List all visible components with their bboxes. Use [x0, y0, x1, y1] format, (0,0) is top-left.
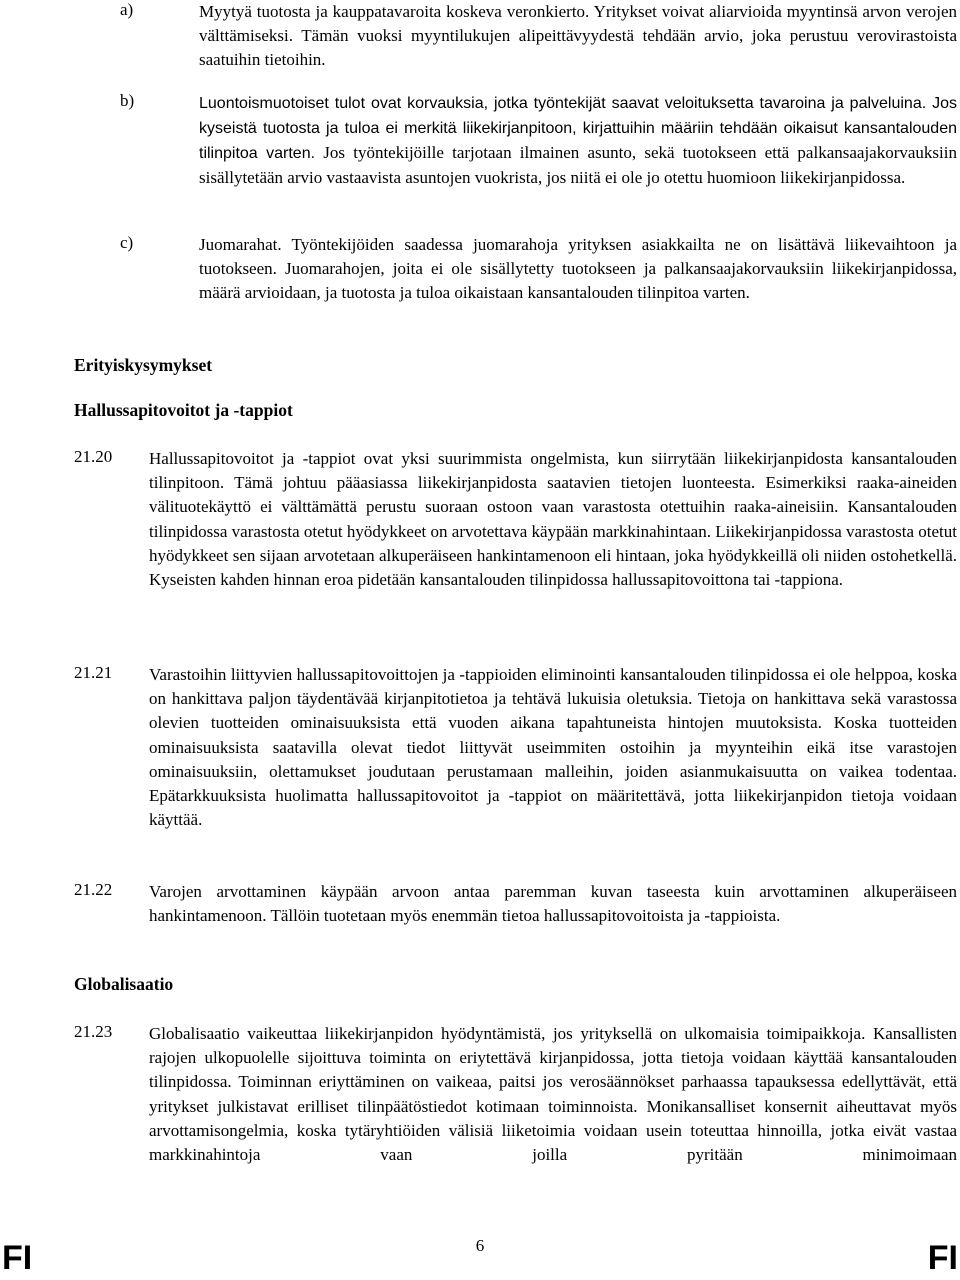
- item-text-b-part-1: Luontoismuotoiset tulot ovat korvauksia, jotka työntekijät saavat veloituksetta tavaroina ja palveluina. Jos kyseistä tuotosta ja tuloa ei merkitä liikekirjanpitoon, kirjattuihin määriin tehdään oikaisut kansantalouden tilinpitoa varten.: [199, 95, 957, 162]
- footer-page-number: 6: [475, 1236, 485, 1255]
- item-letter-c: c): [120, 233, 134, 252]
- paragraph-text-21-23: Globalisaatio vaikeuttaa liikekirjanpidon hyödyntämistä, jos yrityksellä on ulkomaisia toimipaikkoja. Kansallisten rajojen ulkopuolelle sijoittuva toiminta on eriytettävä kirjanpidossa, jotta tietoja voidaan käyttää kansantalouden tilinpidossa. Toiminnan eriyttäminen on vaikeaa, paitsi jos verosäännökset parhaassa tapauksessa edellyttävät, että yritykset julkistavat erilliset tilinpäätöstiedot kotimaan toiminnoista. Monikansalliset konsernit aiheuttavat myös arvottamisongelmia, koska tytäryhtiöiden välisiä liiketoimia voidaan usein toteuttaa hinnoilla, jotka eivät vastaa markkinahintoja vaan joilla pyritään minimoimaan: [149, 1024, 957, 1165]
- paragraph-number-21-23: 21.23: [74, 1022, 113, 1041]
- item-text-c: Juomarahat. Työntekijöiden saadessa juomarahoja yrityksen asiakkailta ne on lisättävä liikevaihtoon ja tuotokseen. Juomarahojen, joita ei ole sisällytetty tuotokseen ja palkansaajakorvauksiin liikekirjanpidossa, määrä arvioidaan, ja tuotosta ja tuloa oikaistaan kansantalouden tilinpitoa varten.: [199, 235, 957, 302]
- paragraph-number-21-20: 21.20: [74, 447, 113, 466]
- paragraph-number-21-22: 21.22: [74, 880, 113, 899]
- footer-language-code-right: FI: [927, 1239, 958, 1277]
- item-text-b-part-2: Jos työntekijöille tarjotaan ilmainen asunto, sekä tuotokseen että palkansaajakorvauksiin sisällytetään arvio vastaavista asuntojen vuokrista, jos niitä ei ole jo otettu huomioon liikekirjanpidossa.: [199, 143, 957, 187]
- item-letter-b: b): [120, 91, 135, 110]
- item-text-b: [199, 91, 957, 190]
- item-letter-a: a): [120, 0, 134, 19]
- paragraph-text-21-21: Varastoihin liittyvien hallussapitovoittojen ja -tappioiden eliminointi kansantalouden tilinpidossa ei ole helppoa, koska on hankittava paljon täydentävää kirjanpitotietoa ja tehtävä lukuisia oletuksia. Tietoja on hankittava sekä varastossa olevien tuotteiden ominaisuuksista että vuoden aikana tapahtuneista hintojen muutoksista. Koska tuotteiden ominaisuuksista saatavilla olevat tiedot liittyvät useimmiten ostoihin ja myynteihin eikä itse varastojen ominaisuuksiin, olettamukset joudutaan perustamaan malleihin, joiden asianmukaisuutta on vaikea todentaa. Epätarkkuuksista huolimatta hallussapitovoitot ja -tappiot on määritettävä, jotta liikekirjanpidon tietoja voidaan käyttää.: [149, 665, 957, 830]
- paragraph-text-21-20: Hallussapitovoitot ja -tappiot ovat yksi suurimmista ongelmista, kun siirrytään liikekirjanpidosta kansantalouden tilinpitoon. Tämä johtuu pääasiassa liikekirjanpidosta saatavien tietojen luonteesta. Esimerkiksi raaka-aineiden välituotekäyttö ei välttämättä perustu suoraan ostoon vaan varastosta otettuihin raaka-aineisiin. Kansantalouden tilinpidossa varastosta otetut hyödykkeet on arvotettava käypään markkinahintaan. Liikekirjanpidossa varastosta otetut hyödykkeet sen sijaan arvotetaan alkuperäiseen hankintamenoon eli hintaan, joka hyödykkeillä oli niiden ostohetkellä. Kyseisten kahden hinnan eroa pidetään kansantalouden tilinpidossa hallussapitovoittona tai -tappiona.: [149, 449, 957, 590]
- heading-globalisation: Globalisaatio: [74, 974, 174, 994]
- heading-holding-gains: Hallussapitovoitot ja -tappiot: [74, 400, 293, 420]
- item-text-a: Myytyä tuotosta ja kauppatavaroita koskeva veronkierto. Yritykset voivat aliarvioida myyntinsä arvon verojen välttämiseksi. Tämän vuoksi myyntilukujen alipeittävyydestä tehdään arvio, joka perustuu verovirastoista saatuihin tietoihin.: [199, 2, 957, 69]
- paragraph-number-21-21: 21.21: [74, 663, 113, 682]
- footer-language-code-left: FI: [2, 1239, 33, 1277]
- paragraph-text-21-22: Varojen arvottaminen käypään arvoon antaa paremman kuvan taseesta kuin arvottaminen alkuperäiseen hankintamenoon. Tällöin tuotetaan myös enemmän tietoa hallussapitovoitoista ja -tappioista.: [149, 882, 957, 926]
- heading-special-issues: Erityiskysymykset: [74, 355, 213, 375]
